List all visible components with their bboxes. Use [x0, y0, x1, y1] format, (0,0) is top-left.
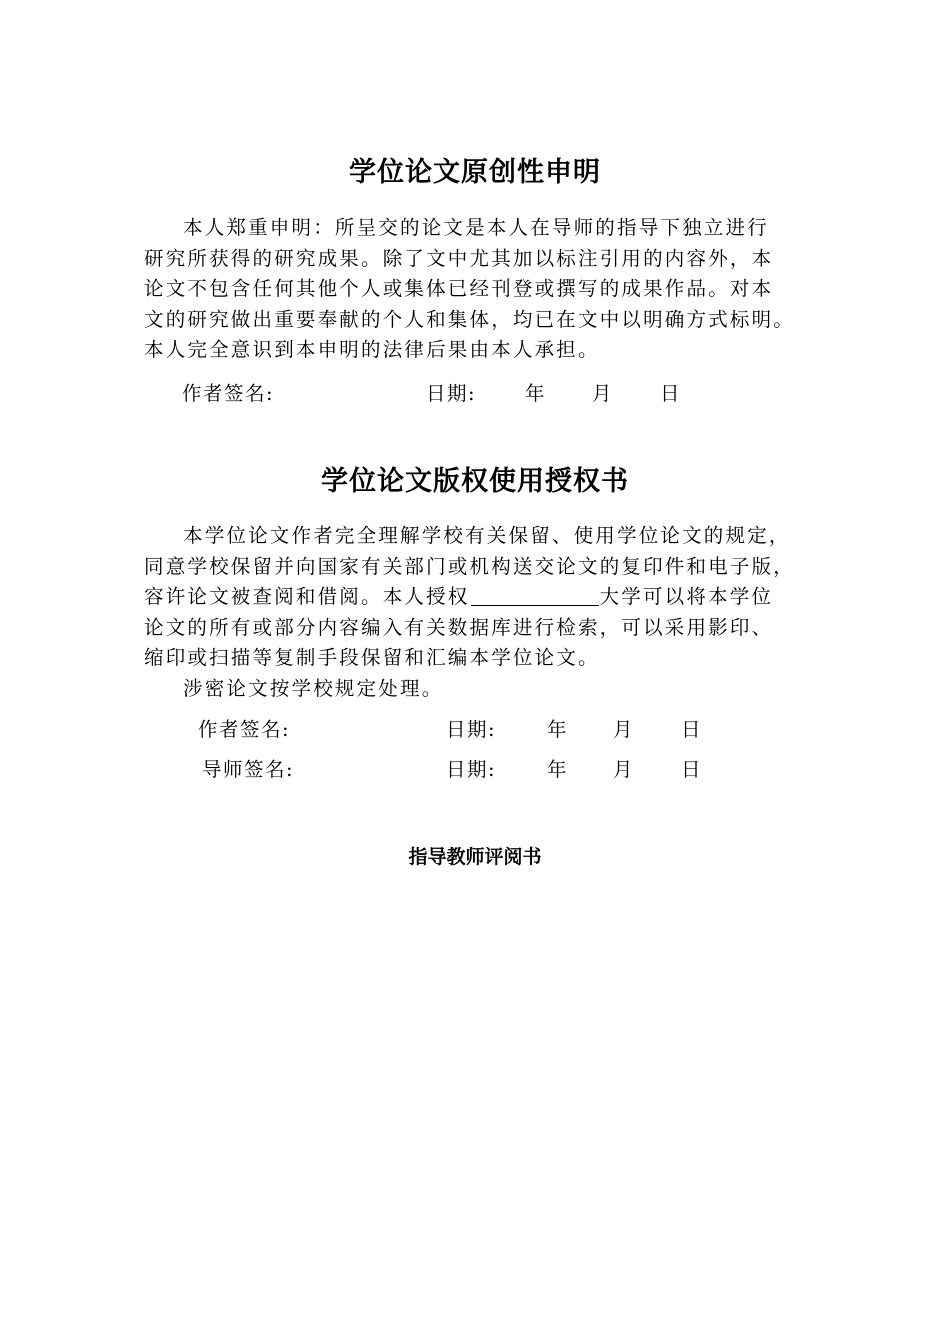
day-label: 日: [681, 718, 703, 741]
declaration-line-2: 研究所获得的研究成果。除了文中尤其加以标注引用的内容外，本: [144, 246, 774, 270]
year-label: 年: [525, 382, 547, 405]
declaration-line-3: 论文不包含任何其他个人或集体已经刊登或撰写的成果作品。对本: [144, 277, 774, 300]
day-label: 日: [681, 758, 703, 781]
declaration-line-4: 文的研究做出重要奉献的个人和集体，均已在文中以明确方式标明。: [144, 307, 796, 331]
month-label: 月: [613, 718, 635, 741]
declaration-line-5: 本人完全意识到本申明的法律后果由本人承担。: [144, 338, 600, 361]
day-label: 日: [660, 382, 682, 405]
authorization-line-5: 缩印或扫描等复制手段保留和汇编本学位论文。: [144, 646, 600, 669]
authorization-line-2: 同意学校保留并向国家有关部门或机构送交论文的复印件和电子版，: [144, 554, 796, 578]
university-name-blank[interactable]: [471, 585, 599, 606]
advisor-sign-label: 导师签名:: [202, 758, 295, 781]
authorization-line-4: 论文的所有或部分内容编入有关数据库进行检索，可以采用影印、: [144, 615, 774, 639]
authorization-body: [144, 521, 820, 704]
declaration-body: [144, 213, 820, 366]
declaration-signature-row: [182, 378, 882, 408]
authorization-line-3-start: 容许论文被查阅和借阅。本人授权: [144, 585, 470, 608]
authorization-line-6: 涉密论文按学校规定处理。: [183, 676, 444, 700]
authorization-author-row: [198, 714, 898, 744]
date-label: 日期:: [446, 718, 497, 741]
authorization-title: 学位论文版权使用授权书: [321, 466, 629, 497]
declaration-line-1: 本人郑重申明：所呈交的论文是本人在导师的指导下独立进行: [183, 216, 769, 239]
authorization-line-1: 本学位论文作者完全理解学校有关保留、使用学位论文的规定，: [183, 524, 791, 547]
month-label: 月: [592, 382, 614, 405]
author-sign-label: 作者签名:: [198, 718, 291, 741]
review-title: 指导教师评阅书: [408, 846, 542, 868]
month-label: 月: [613, 758, 635, 781]
year-label: 年: [547, 758, 569, 781]
date-label: 日期:: [426, 382, 477, 405]
authorization-advisor-row: [202, 754, 902, 784]
date-label: 日期:: [446, 758, 497, 781]
declaration-title: 学位论文原创性申明: [349, 157, 601, 188]
author-sign-label: 作者签名:: [182, 382, 275, 405]
year-label: 年: [547, 718, 569, 741]
authorization-line-3: [144, 582, 820, 613]
authorization-line-3-end: 大学可以将本学位: [599, 585, 774, 608]
